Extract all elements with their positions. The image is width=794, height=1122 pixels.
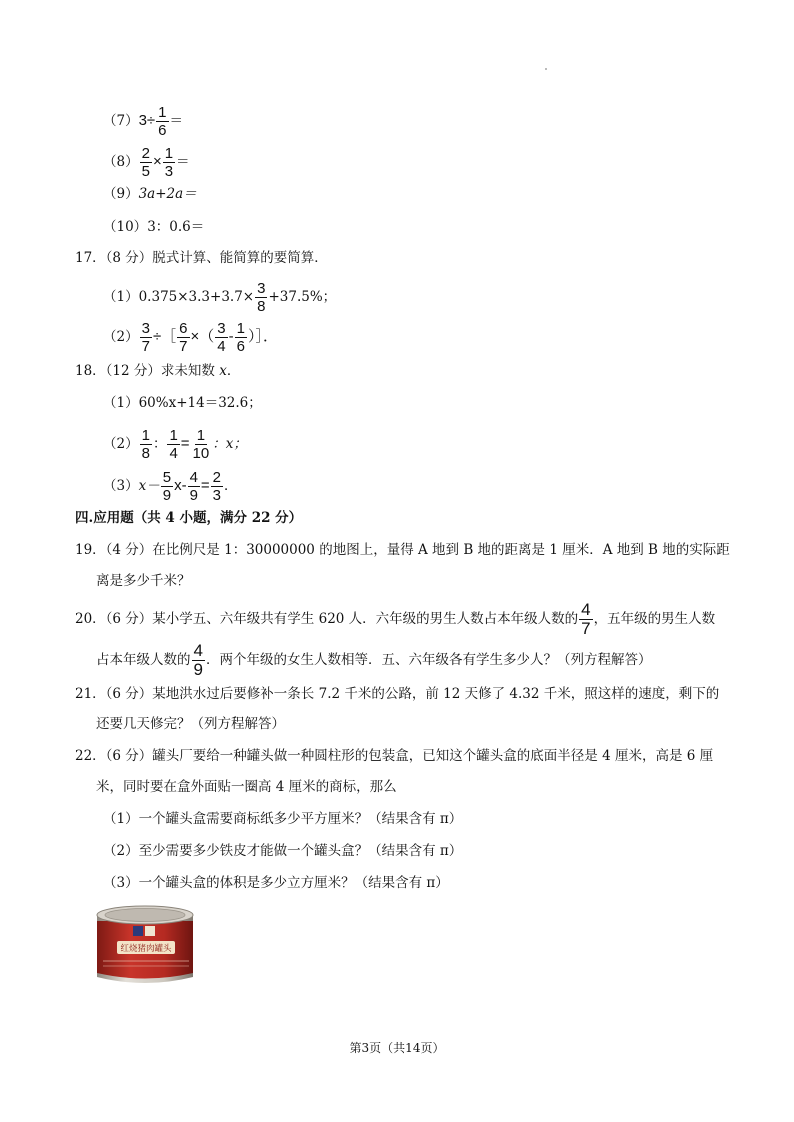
- q16-item-7: （7）3÷ $\frac{1}{6}$ ＝: [103, 104, 184, 139]
- q22-line-1: 22．（6 分）罐头厂要给一种罐头做一种圆柱形的包装盒，已知这个罐头盒的底面半径是 4 厘米，高是 6 厘: [75, 748, 714, 764]
- q21-line-2: 还要几天修完？（列方程解答）: [96, 716, 285, 732]
- q16-item-8: （8） $\frac{2}{5}$ × $\frac{1}{3}$ ＝: [103, 145, 190, 180]
- q18-item-1: （1）60%x+14＝32.6；: [103, 395, 262, 411]
- q20-line-1: 20．（6 分）某小学五、六年级共有学生 620 人．六年级的男生人数占本年级人数的 $\frac{4}{7}$ ，五年级的男生人数: [75, 600, 716, 638]
- q20-line-2: 占本年级人数的 $\frac{4}{9}$ ．两个年级的女生人数相等．五、六年级各有学生多少人？（列方程解答）: [96, 641, 652, 679]
- q17-item-1: （1）0.375×3.3+3.7× $\frac{3}{8}$ +37.5%；: [103, 280, 337, 315]
- q18-item-3: （3）x－ $\frac{5}{9}$ x- $\frac{4}{9}$ = $\frac{2}{3}$ ．: [103, 469, 238, 504]
- q16-item-9: （9）3a+2a＝: [103, 186, 197, 202]
- q19-line-1: 19．（4 分）在比例尺是 1：30000000 的地图上，量得 A 地到 B 地的距离是 1 厘米．A 地到 B 地的实际距: [75, 542, 730, 558]
- q18-item-2: （2） $\frac{1}{8}$ ： $\frac{1}{4}$ = $\frac{1}{10}$ ：x；: [103, 427, 247, 462]
- q18-title: 18．（12 分）求未知数 x．: [75, 363, 241, 379]
- scan-speck: [545, 68, 547, 70]
- q22-sub-3: （3）一个罐头盒的体积是多少立方厘米？（结果含有 π）: [103, 875, 449, 891]
- page-number-footer: 第3页（共14页）: [349, 1041, 445, 1055]
- q22-sub-1: （1）一个罐头盒需要商标纸多少平方厘米？（结果含有 π）: [103, 811, 463, 827]
- q17-item-2: （2） $\frac{3}{7}$ ÷［ $\frac{6}{7}$ ×（ $\frac{3}{4}$ - $\frac{1}{6}$ ）］．: [103, 320, 278, 355]
- q21-line-1: 21．（6 分）某地洪水过后要修补一条长 7.2 千米的公路，前 12 天修了 4.32 千米，照这样的速度，剩下的: [75, 686, 720, 702]
- q22-line-2: 米，同时要在盒外面贴一圈高 4 厘米的商标，那么: [96, 779, 397, 795]
- section-4-heading: 四.应用题（共 4 小题，满分 22 分）: [75, 510, 303, 526]
- q17-title: 17．（8 分）脱式计算、能简算的要简算．: [75, 250, 328, 266]
- canned-food-image: [93, 903, 197, 989]
- q22-sub-2: （2）至少需要多少铁皮才能做一个罐头盒？（结果含有 π）: [103, 843, 463, 859]
- svg-text:红烧猪肉罐头: 红烧猪肉罐头: [120, 944, 172, 954]
- q19-line-2: 离是多少千米？: [96, 573, 191, 589]
- q16-item-10: （10）3：0.6＝: [103, 219, 205, 235]
